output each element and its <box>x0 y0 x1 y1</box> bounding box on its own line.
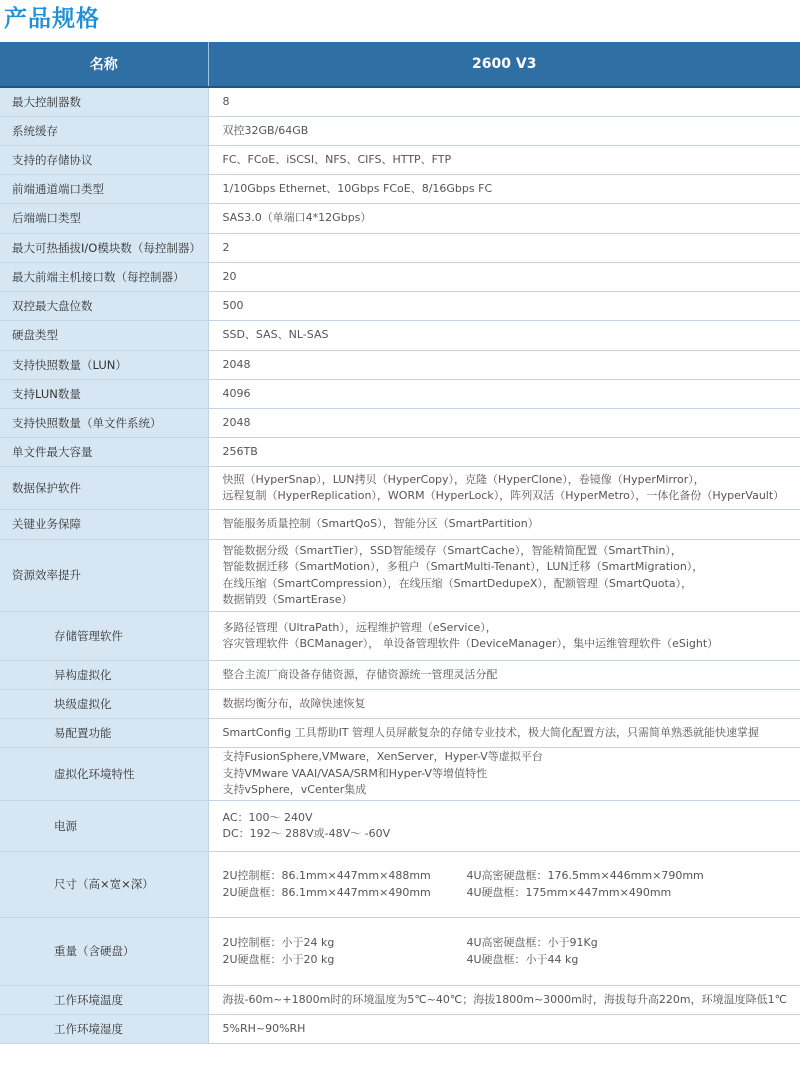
table-row <box>0 690 800 719</box>
spec-value-line: 500 <box>222 298 244 312</box>
spec-value-pair <box>223 935 800 951</box>
spec-label: 支持快照数量（单文件系统） <box>0 409 208 438</box>
spec-value-line: 支持vSphere，vCenter集成 <box>222 783 367 797</box>
spec-label: 存储管理软件 <box>0 612 208 661</box>
spec-value-right: 4U硬盘框：小于44 kg <box>466 952 579 966</box>
spec-value-line: 整合主流厂商设备存储资源，存储资源统一管理灵活分配 <box>222 667 498 681</box>
table-row <box>0 612 800 661</box>
table-row <box>0 719 800 748</box>
spec-label: 后端端口类型 <box>0 204 208 234</box>
spec-label: 虚拟化环境特性 <box>0 748 208 801</box>
spec-value-right: 4U高密硬盘框：小于91Kg <box>466 936 598 950</box>
spec-value-line: 快照（HyperSnap），LUN拷贝（HyperCopy），克隆（HyperClone），卷镜像（HyperMirror）， <box>222 472 705 486</box>
spec-value <box>208 351 800 380</box>
spec-label: 工作环境湿度 <box>0 1015 208 1044</box>
table-row <box>0 438 800 467</box>
table-row <box>0 986 800 1015</box>
spec-value <box>208 204 800 234</box>
table-row <box>0 175 800 204</box>
spec-value <box>208 540 800 612</box>
spec-value <box>208 986 800 1015</box>
spec-value <box>208 510 800 540</box>
table-row <box>0 748 800 801</box>
spec-label: 支持的存储协议 <box>0 146 208 175</box>
table-row <box>0 87 800 117</box>
spec-value <box>208 321 800 351</box>
spec-value <box>208 292 800 321</box>
spec-value <box>208 409 800 438</box>
table-row <box>0 321 800 351</box>
table-header-row <box>0 42 800 87</box>
spec-value-right: 4U硬盘框：175mm×447mm×490mm <box>466 885 672 899</box>
spec-label: 重量（含硬盘） <box>0 918 208 986</box>
spec-label: 数据保护软件 <box>0 467 208 510</box>
spec-label: 资源效率提升 <box>0 540 208 612</box>
header-model-column: 2600 V3 <box>208 42 800 87</box>
spec-value <box>208 263 800 292</box>
spec-value-line: 远程复制（HyperReplication），WORM（HyperLock），阵列双活（HyperMetro），一体化备份（HyperVault） <box>222 489 785 502</box>
page-title: 产品规格 <box>4 6 100 32</box>
table-row <box>0 852 800 918</box>
spec-value-line: 2048 <box>222 415 251 429</box>
spec-value-line: SSD、SAS、NL-SAS <box>222 328 329 342</box>
spec-table <box>0 42 800 1044</box>
spec-value-line: 双控32GB/64GB <box>222 123 309 137</box>
header-name-column: 名称 <box>0 42 208 87</box>
spec-label: 最大控制器数 <box>0 87 208 117</box>
table-row <box>0 263 800 292</box>
spec-label: 关键业务保障 <box>0 510 208 540</box>
spec-value-pair <box>223 885 800 901</box>
spec-value-left: 2U硬盘框：86.1mm×447mm×490mm <box>222 885 431 899</box>
spec-label: 最大前端主机接口数（每控制器） <box>0 263 208 292</box>
spec-label: 双控最大盘位数 <box>0 292 208 321</box>
spec-value <box>208 234 800 263</box>
spec-table-body <box>0 87 800 1044</box>
spec-value-line: 在线压缩（SmartCompression），在线压缩（SmartDedupeX），配额管理（SmartQuota）， <box>222 576 693 590</box>
spec-label: 支持快照数量（LUN） <box>0 351 208 380</box>
table-row <box>0 918 800 986</box>
spec-label: 易配置功能 <box>0 719 208 748</box>
spec-value-line: 智能数据分级（SmartTier），SSD智能缓存（SmartCache），智能精简配置（SmartThin）， <box>222 543 682 557</box>
spec-value-line: 8 <box>222 94 230 108</box>
table-row <box>0 661 800 690</box>
spec-value <box>208 467 800 510</box>
spec-label: 支持LUN数量 <box>0 380 208 409</box>
spec-value-line: 数据均衡分布，故障快速恢复 <box>222 696 366 710</box>
table-row <box>0 380 800 409</box>
spec-value <box>208 380 800 409</box>
spec-value <box>208 719 800 748</box>
spec-value-line: 容灾管理软件（BCManager）， 单设备管理软件（DeviceManager），集中运维管理软件（eSight） <box>222 637 719 650</box>
spec-value-line: 支持FusionSphere,VMware，XenServer，Hyper-V等虚拟平台 <box>222 750 543 764</box>
spec-value <box>208 146 800 175</box>
spec-value-pair <box>223 952 800 968</box>
table-row <box>0 467 800 510</box>
spec-value <box>208 801 800 852</box>
spec-value-line: 智能数据迁移（SmartMotion），多租户（SmartMulti-Tenant），LUN迁移（SmartMigration）， <box>222 560 704 574</box>
spec-value <box>208 918 800 986</box>
table-row <box>0 146 800 175</box>
spec-value-line: 1/10Gbps Ethernet、10Gbps FCoE、8/16Gbps FC <box>222 181 493 195</box>
spec-value-pair <box>223 868 800 884</box>
spec-value <box>208 438 800 467</box>
spec-value-line: 5%RH~90%RH <box>222 1021 306 1035</box>
table-row <box>0 409 800 438</box>
spec-value-line: DC：192～ 288V或-48V～ -60V <box>222 827 391 840</box>
table-row <box>0 510 800 540</box>
spec-value <box>208 748 800 801</box>
spec-value-line: 支持VMware VAAI/VASA/SRM和Hyper-V等增值特性 <box>222 766 488 780</box>
spec-value <box>208 852 800 918</box>
spec-value-left: 2U控制框：86.1mm×447mm×488mm <box>222 869 431 883</box>
spec-label: 电源 <box>0 801 208 852</box>
table-row <box>0 1015 800 1044</box>
spec-value-line: 海拔-60m~+1800m时的环境温度为5℃~40℃；海拔1800m~3000m时，海拔每升高220m，环境温度降低1℃ <box>222 992 787 1006</box>
table-row <box>0 292 800 321</box>
spec-value-line: 256TB <box>222 444 258 458</box>
table-row <box>0 801 800 852</box>
spec-label: 前端通道端口类型 <box>0 175 208 204</box>
spec-value-line: 20 <box>222 269 237 283</box>
table-row <box>0 204 800 234</box>
spec-value-line: 智能服务质量控制（SmartQoS），智能分区（SmartPartition） <box>222 517 539 531</box>
spec-value <box>208 175 800 204</box>
spec-label: 工作环境温度 <box>0 986 208 1015</box>
spec-value-line: 多路径管理（UltraPath），远程维护管理（eService）， <box>222 620 497 634</box>
spec-value-line: 2048 <box>222 357 251 371</box>
spec-value <box>208 117 800 146</box>
spec-value <box>208 612 800 661</box>
spec-value-line: SmartConfig 工具帮助IT 管理人员屏蔽复杂的存储专业技术，极大简化配置方法，只需简单熟悉就能快速掌握 <box>222 725 760 739</box>
table-row <box>0 540 800 612</box>
spec-value-line: 数据销毁（SmartErase） <box>222 592 353 606</box>
spec-value <box>208 1015 800 1044</box>
spec-value-right: 4U高密硬盘框：176.5mm×446mm×790mm <box>466 869 704 883</box>
spec-label: 单文件最大容量 <box>0 438 208 467</box>
spec-label: 系统缓存 <box>0 117 208 146</box>
spec-value-left: 2U控制框：小于24 kg <box>222 936 335 950</box>
spec-value-line: AC：100～ 240V <box>222 810 313 824</box>
spec-value-line: FC、FCoE、iSCSI、NFS、CIFS、HTTP、FTP <box>222 152 452 166</box>
table-row <box>0 351 800 380</box>
spec-label: 尺寸（高×宽×深） <box>0 852 208 918</box>
spec-value <box>208 690 800 719</box>
spec-value-left: 2U硬盘框：小于20 kg <box>222 952 335 966</box>
spec-label: 异构虚拟化 <box>0 661 208 690</box>
spec-value <box>208 661 800 690</box>
spec-label: 最大可热插拔I/O模块数（每控制器） <box>0 234 208 263</box>
spec-value-line: 2 <box>222 240 230 254</box>
spec-label: 块级虚拟化 <box>0 690 208 719</box>
spec-value-line: SAS3.0（单端口4*12Gbps） <box>222 211 372 225</box>
table-row <box>0 117 800 146</box>
spec-value-line: 4096 <box>222 386 251 400</box>
spec-label: 硬盘类型 <box>0 321 208 351</box>
table-row <box>0 234 800 263</box>
spec-value <box>208 87 800 117</box>
